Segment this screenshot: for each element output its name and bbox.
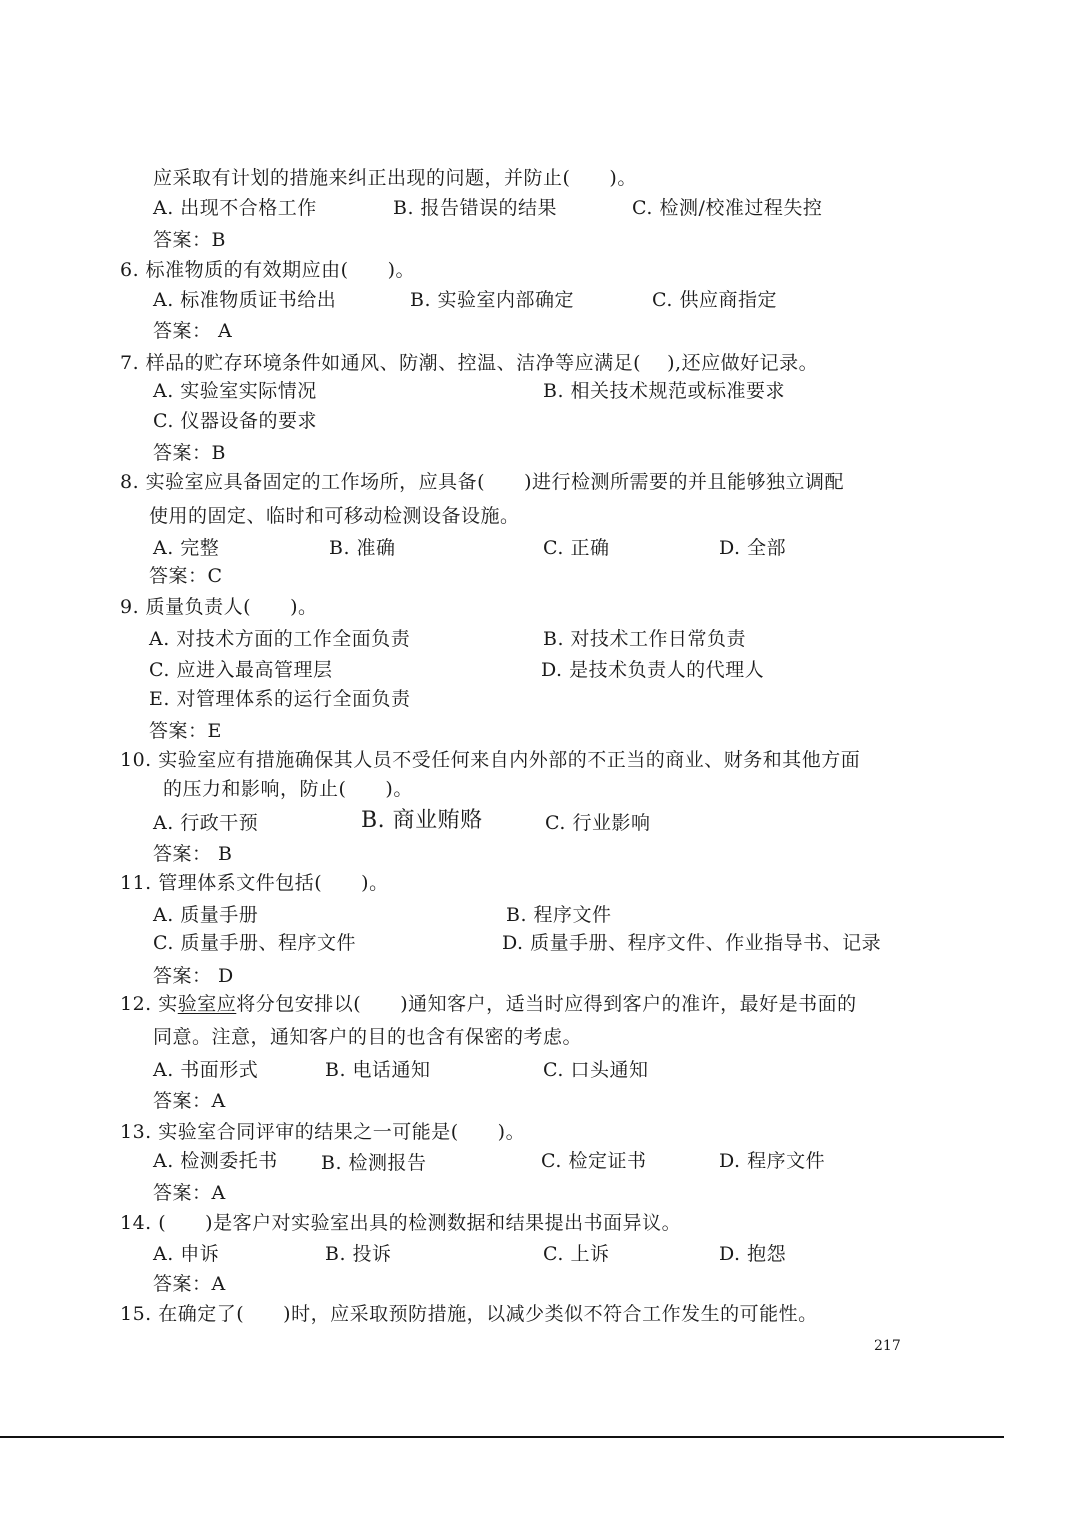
question-stem: 6. 标准物质的有效期应由( )。	[120, 259, 415, 281]
answer: 答案：A	[153, 1090, 226, 1112]
question-stem-continued: 的压力和影响，防止( )。	[163, 778, 413, 800]
option-c: C. 正确	[543, 537, 610, 559]
option-b: B. 相关技术规范或标准要求	[543, 380, 786, 402]
question-stem: 13. 实验室合同评审的结果之一可能是( )。	[120, 1121, 526, 1143]
option-e: E. 对管理体系的运行全面负责	[149, 688, 411, 710]
question-stem: 10. 实验室应有措施确保其人员不受任何来自内外部的不正当的商业、财务和其他方面	[120, 749, 861, 771]
answer: 答案： A	[153, 320, 233, 342]
option-a: A. 出现不合格工作	[153, 197, 317, 219]
question-stem-continued: 同意。注意，通知客户的目的也含有保密的考虑。	[153, 1026, 583, 1048]
option-c: C. 检定证书	[541, 1150, 647, 1172]
question-stem: 应采取有计划的措施来纠正出现的问题，并防止( )。	[153, 167, 637, 189]
answer: 答案： B	[153, 843, 233, 865]
option-a: A. 实验室实际情况	[153, 380, 317, 402]
option-b: B. 报告错误的结果	[393, 197, 558, 219]
option-a: A. 书面形式	[153, 1059, 259, 1081]
question-stem: 8. 实验室应具备固定的工作场所，应具备( )进行检测所需要的并且能够独立调配	[120, 471, 844, 493]
question-stem: 7. 样品的贮存环境条件如通风、防潮、控温、洁净等应满足( ),还应做好记录。	[120, 352, 819, 374]
question-stem: 14. ( )是客户对实验室出具的检测数据和结果提出书面异议。	[120, 1212, 682, 1234]
question-stem-continued: 使用的固定、临时和可移动检测设备设施。	[149, 505, 520, 527]
option-c: C. 上诉	[543, 1243, 610, 1265]
option-c: C. 行业影响	[545, 812, 651, 834]
question-stem: 11. 管理体系文件包括( )。	[120, 872, 389, 894]
option-d: D. 质量手册、程序文件、作业指导书、记录	[502, 932, 882, 954]
option-c: C. 口头通知	[543, 1059, 649, 1081]
option-b: B. 对技术工作日常负责	[543, 628, 747, 650]
option-b: B. 检测报告	[321, 1152, 427, 1174]
option-a: A. 检测委托书	[153, 1150, 278, 1172]
option-b: B. 电话通知	[325, 1059, 431, 1081]
option-c: C. 仪器设备的要求	[153, 410, 317, 432]
page-number: 217	[874, 1338, 901, 1354]
option-a: A. 质量手册	[153, 904, 259, 926]
question-stem-prefix: 12. 实	[120, 993, 178, 1015]
question-stem: 9. 质量负责人( )。	[120, 596, 318, 618]
option-b: B. 投诉	[325, 1243, 392, 1265]
answer: 答案：A	[153, 1273, 226, 1295]
answer: 答案：A	[153, 1182, 226, 1204]
option-b: B. 程序文件	[506, 904, 612, 926]
option-a: A. 标准物质证书给出	[153, 289, 337, 311]
option-c: C. 应进入最高管理层	[149, 659, 333, 681]
answer: 答案：B	[153, 229, 226, 251]
option-c: C. 供应商指定	[652, 289, 777, 311]
option-a: A. 对技术方面的工作全面负责	[149, 628, 411, 650]
option-a: A. 申诉	[153, 1243, 220, 1265]
question-stem: 15. 在确定了( )时，应采取预防措施，以减少类似不符合工作发生的可能性。	[120, 1303, 818, 1325]
option-d: D. 程序文件	[719, 1150, 826, 1172]
option-d: D. 全部	[719, 537, 787, 559]
answer: 答案：B	[153, 442, 226, 464]
option-d: D. 抱怨	[719, 1243, 787, 1265]
footer-rule	[0, 1436, 1004, 1438]
option-b: B. 商业贿赂	[361, 808, 483, 833]
answer: 答案：C	[149, 565, 223, 587]
option-c: C. 检测/校准过程失控	[632, 197, 823, 219]
answer: 答案：E	[149, 720, 222, 742]
question-stem-suffix: 将分包安排以( )通知客户，适当时应得到客户的准许，最好是书面的	[236, 993, 857, 1015]
option-c: C. 质量手册、程序文件	[153, 932, 356, 954]
option-a: A. 完整	[153, 537, 220, 559]
option-b: B. 准确	[329, 537, 396, 559]
underlined-text: 验室应	[177, 993, 237, 1015]
answer: 答案： D	[153, 965, 234, 987]
option-a: A. 行政干预	[153, 812, 259, 834]
question-stem	[120, 991, 857, 1017]
option-b: B. 实验室内部确定	[410, 289, 575, 311]
option-d: D. 是技术负责人的代理人	[541, 659, 765, 681]
